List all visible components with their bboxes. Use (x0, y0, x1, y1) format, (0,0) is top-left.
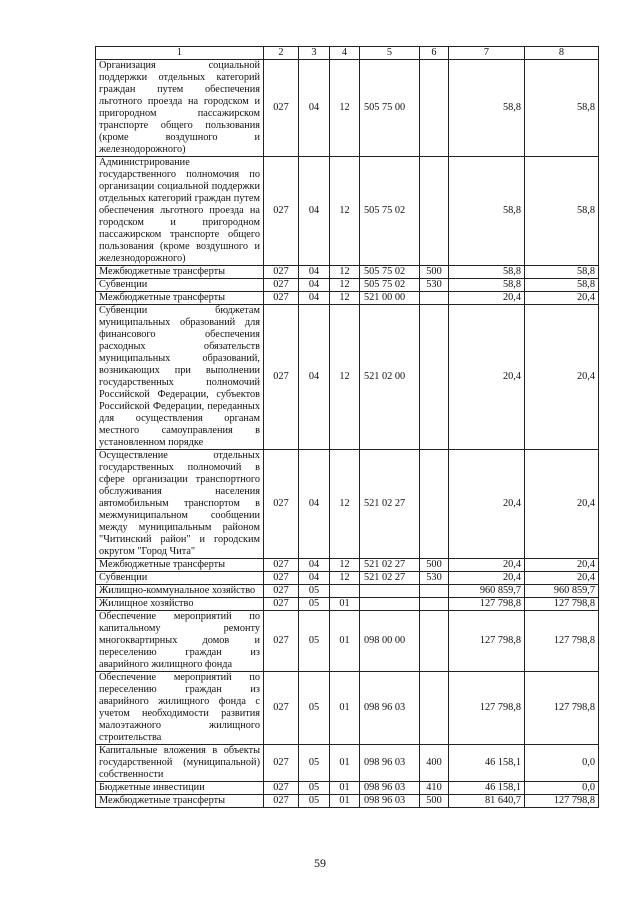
table-row (96, 157, 599, 266)
table-cell: 027 (264, 782, 299, 795)
table-cell: 05 (299, 598, 330, 611)
table-cell: 098 96 03 (360, 795, 420, 808)
table-cell (420, 450, 449, 559)
table-cell: Организация социальной поддержки отдельных категорий граждан путем обеспечения льготного проезда на городском и пригородном пассажирском транспорте общего пользования (кроме воздушного и железнодорожного) (96, 60, 264, 157)
table-cell: 04 (299, 266, 330, 279)
table-cell (420, 60, 449, 157)
table-cell (420, 305, 449, 450)
table-cell: 04 (299, 572, 330, 585)
table-cell: 127 798,8 (525, 795, 599, 808)
table-row (96, 292, 599, 305)
table-cell: Жилищное хозяйство (96, 598, 264, 611)
table-cell: 20,4 (525, 559, 599, 572)
table-cell: 01 (330, 598, 360, 611)
table-row (96, 266, 599, 279)
table-cell: 521 02 27 (360, 572, 420, 585)
table-cell: 127 798,8 (525, 672, 599, 745)
table-cell: 01 (330, 611, 360, 672)
table-cell: 04 (299, 450, 330, 559)
table-cell (420, 598, 449, 611)
table-cell: Межбюджетные трансферты (96, 292, 264, 305)
table-cell: 027 (264, 305, 299, 450)
table-cell: 01 (330, 745, 360, 782)
table-cell: 01 (330, 795, 360, 808)
table-row (96, 572, 599, 585)
table-cell: 500 (420, 795, 449, 808)
table-cell: 12 (330, 572, 360, 585)
table-cell: 127 798,8 (525, 598, 599, 611)
table-cell: 521 02 27 (360, 559, 420, 572)
table-cell: 04 (299, 279, 330, 292)
table-cell: 04 (299, 559, 330, 572)
table-cell: Субвенции бюджетам муниципальных образований для финансового обеспечения расходных обязательств муниципальных образований, возникающих при выполнении государственных полномочий Российской Федерации, субъектов Российской Федерации, переданных для осуществления органам местного самоуправления в установленном порядке (96, 305, 264, 450)
table-cell: 960 859,7 (525, 585, 599, 598)
table-cell: 58,8 (525, 266, 599, 279)
table-cell (420, 672, 449, 745)
table-cell (420, 585, 449, 598)
table-cell: 46 158,1 (449, 782, 525, 795)
header-cell: 2 (264, 47, 299, 60)
table-cell: Межбюджетные трансферты (96, 795, 264, 808)
header-cell: 1 (96, 47, 264, 60)
table-cell: 20,4 (449, 292, 525, 305)
table-cell: Обеспечение мероприятий по капитальному ремонту многоквартирных домов и переселению граждан из аварийного жилищного фонда (96, 611, 264, 672)
table-cell: 027 (264, 279, 299, 292)
header-cell: 6 (420, 47, 449, 60)
table-cell: 521 02 27 (360, 450, 420, 559)
table-cell: Администрирование государственного полномочия по организации социальной поддержки отдельных категорий граждан путем обеспечения льготного проезда на городском и пригородном пассажирском транспорте общего пользования (кроме воздушного и железнодорожного) (96, 157, 264, 266)
table-row (96, 450, 599, 559)
table-cell: 127 798,8 (525, 611, 599, 672)
table-cell: 05 (299, 782, 330, 795)
table-cell: 05 (299, 611, 330, 672)
table-cell: 027 (264, 157, 299, 266)
table-cell: 127 798,8 (449, 598, 525, 611)
table-cell: 500 (420, 559, 449, 572)
table-cell: 027 (264, 598, 299, 611)
table-cell: 05 (299, 672, 330, 745)
header-cell: 3 (299, 47, 330, 60)
table-cell: 521 00 00 (360, 292, 420, 305)
table-cell: 58,8 (449, 60, 525, 157)
table-cell: 20,4 (449, 305, 525, 450)
table-cell: 027 (264, 450, 299, 559)
table-cell: 58,8 (525, 157, 599, 266)
table-cell: 505 75 02 (360, 157, 420, 266)
header-cell: 5 (360, 47, 420, 60)
table-cell: 500 (420, 266, 449, 279)
table-row (96, 559, 599, 572)
table-cell: 098 00 00 (360, 611, 420, 672)
table-row (96, 672, 599, 745)
table-cell: 81 640,7 (449, 795, 525, 808)
table-cell: Межбюджетные трансферты (96, 559, 264, 572)
table-cell: 58,8 (449, 157, 525, 266)
table-cell: 20,4 (525, 305, 599, 450)
table-cell: 027 (264, 60, 299, 157)
table-cell: 04 (299, 60, 330, 157)
table-cell: Капитальные вложения в объекты государственной (муниципальной) собственности (96, 745, 264, 782)
table-cell: 12 (330, 157, 360, 266)
table-cell: 04 (299, 292, 330, 305)
table-row (96, 782, 599, 795)
table-cell: 027 (264, 572, 299, 585)
table-body (96, 60, 599, 808)
table-cell: 027 (264, 745, 299, 782)
table-cell: 04 (299, 305, 330, 450)
table-cell: 20,4 (525, 292, 599, 305)
table-cell: 410 (420, 782, 449, 795)
table-cell: Жилищно-коммунальное хозяйство (96, 585, 264, 598)
table-cell: Обеспечение мероприятий по переселению граждан из аварийного жилищного фонда с учетом необходимости развития малоэтажного жилищного строительства (96, 672, 264, 745)
table-cell: 027 (264, 266, 299, 279)
budget-table (95, 46, 599, 808)
table-cell: Бюджетные инвестиции (96, 782, 264, 795)
table-cell: 12 (330, 279, 360, 292)
page-number: 59 (314, 856, 326, 870)
table-cell: 127 798,8 (449, 672, 525, 745)
table-cell: 58,8 (525, 279, 599, 292)
table-cell: 127 798,8 (449, 611, 525, 672)
table-cell: 098 96 03 (360, 782, 420, 795)
table-row (96, 305, 599, 450)
header-cell: 4 (330, 47, 360, 60)
table-cell: 05 (299, 585, 330, 598)
table-cell: 0,0 (525, 782, 599, 795)
table-cell: 027 (264, 611, 299, 672)
table-cell: 20,4 (449, 572, 525, 585)
table-cell: 58,8 (525, 60, 599, 157)
table-row (96, 598, 599, 611)
table-cell: 12 (330, 292, 360, 305)
table-cell: 505 75 02 (360, 279, 420, 292)
table-cell: 0,0 (525, 745, 599, 782)
table-cell (360, 598, 420, 611)
table-cell: 04 (299, 157, 330, 266)
table-cell: 01 (330, 782, 360, 795)
table-cell: 098 96 03 (360, 672, 420, 745)
table-cell (360, 585, 420, 598)
table-cell: 027 (264, 585, 299, 598)
table-cell: 12 (330, 60, 360, 157)
table-cell: 01 (330, 672, 360, 745)
table-cell: 098 96 03 (360, 745, 420, 782)
table-cell: 027 (264, 559, 299, 572)
header-row (96, 47, 599, 60)
table-cell: 027 (264, 292, 299, 305)
table-cell: Субвенции (96, 279, 264, 292)
table-cell: Межбюджетные трансферты (96, 266, 264, 279)
table-cell: Осуществление отдельных государственных полномочий в сфере организации транспортного обслуживания населения автомобильным транспортом в межмуниципальном сообщении между муниципальным районом "Читинский район" и городским округом "Город Чита" (96, 450, 264, 559)
table-cell: 400 (420, 745, 449, 782)
table-cell: 20,4 (449, 450, 525, 559)
header-cell: 7 (449, 47, 525, 60)
table-row (96, 585, 599, 598)
table-cell: 58,8 (449, 266, 525, 279)
table-cell: 12 (330, 305, 360, 450)
table-cell: 505 75 00 (360, 60, 420, 157)
table-cell: 521 02 00 (360, 305, 420, 450)
table-cell: 12 (330, 559, 360, 572)
table-row (96, 279, 599, 292)
table-cell (330, 585, 360, 598)
table-cell: 530 (420, 572, 449, 585)
table-cell: 05 (299, 795, 330, 808)
table-cell: 20,4 (525, 450, 599, 559)
table-row (96, 795, 599, 808)
table-row (96, 611, 599, 672)
table-cell: 12 (330, 266, 360, 279)
table-cell: 505 75 02 (360, 266, 420, 279)
table-cell: 20,4 (525, 572, 599, 585)
table-cell: 12 (330, 450, 360, 559)
table-row (96, 745, 599, 782)
table-cell: Субвенции (96, 572, 264, 585)
table-cell: 027 (264, 672, 299, 745)
table-header (96, 47, 599, 60)
table-cell (420, 611, 449, 672)
table-cell (420, 292, 449, 305)
table-cell: 58,8 (449, 279, 525, 292)
table-cell (420, 157, 449, 266)
table-cell: 20,4 (449, 559, 525, 572)
table-row (96, 60, 599, 157)
table-cell: 05 (299, 745, 330, 782)
table-cell: 46 158,1 (449, 745, 525, 782)
table-cell: 960 859,7 (449, 585, 525, 598)
header-cell: 8 (525, 47, 599, 60)
table-cell: 027 (264, 795, 299, 808)
table-cell: 530 (420, 279, 449, 292)
